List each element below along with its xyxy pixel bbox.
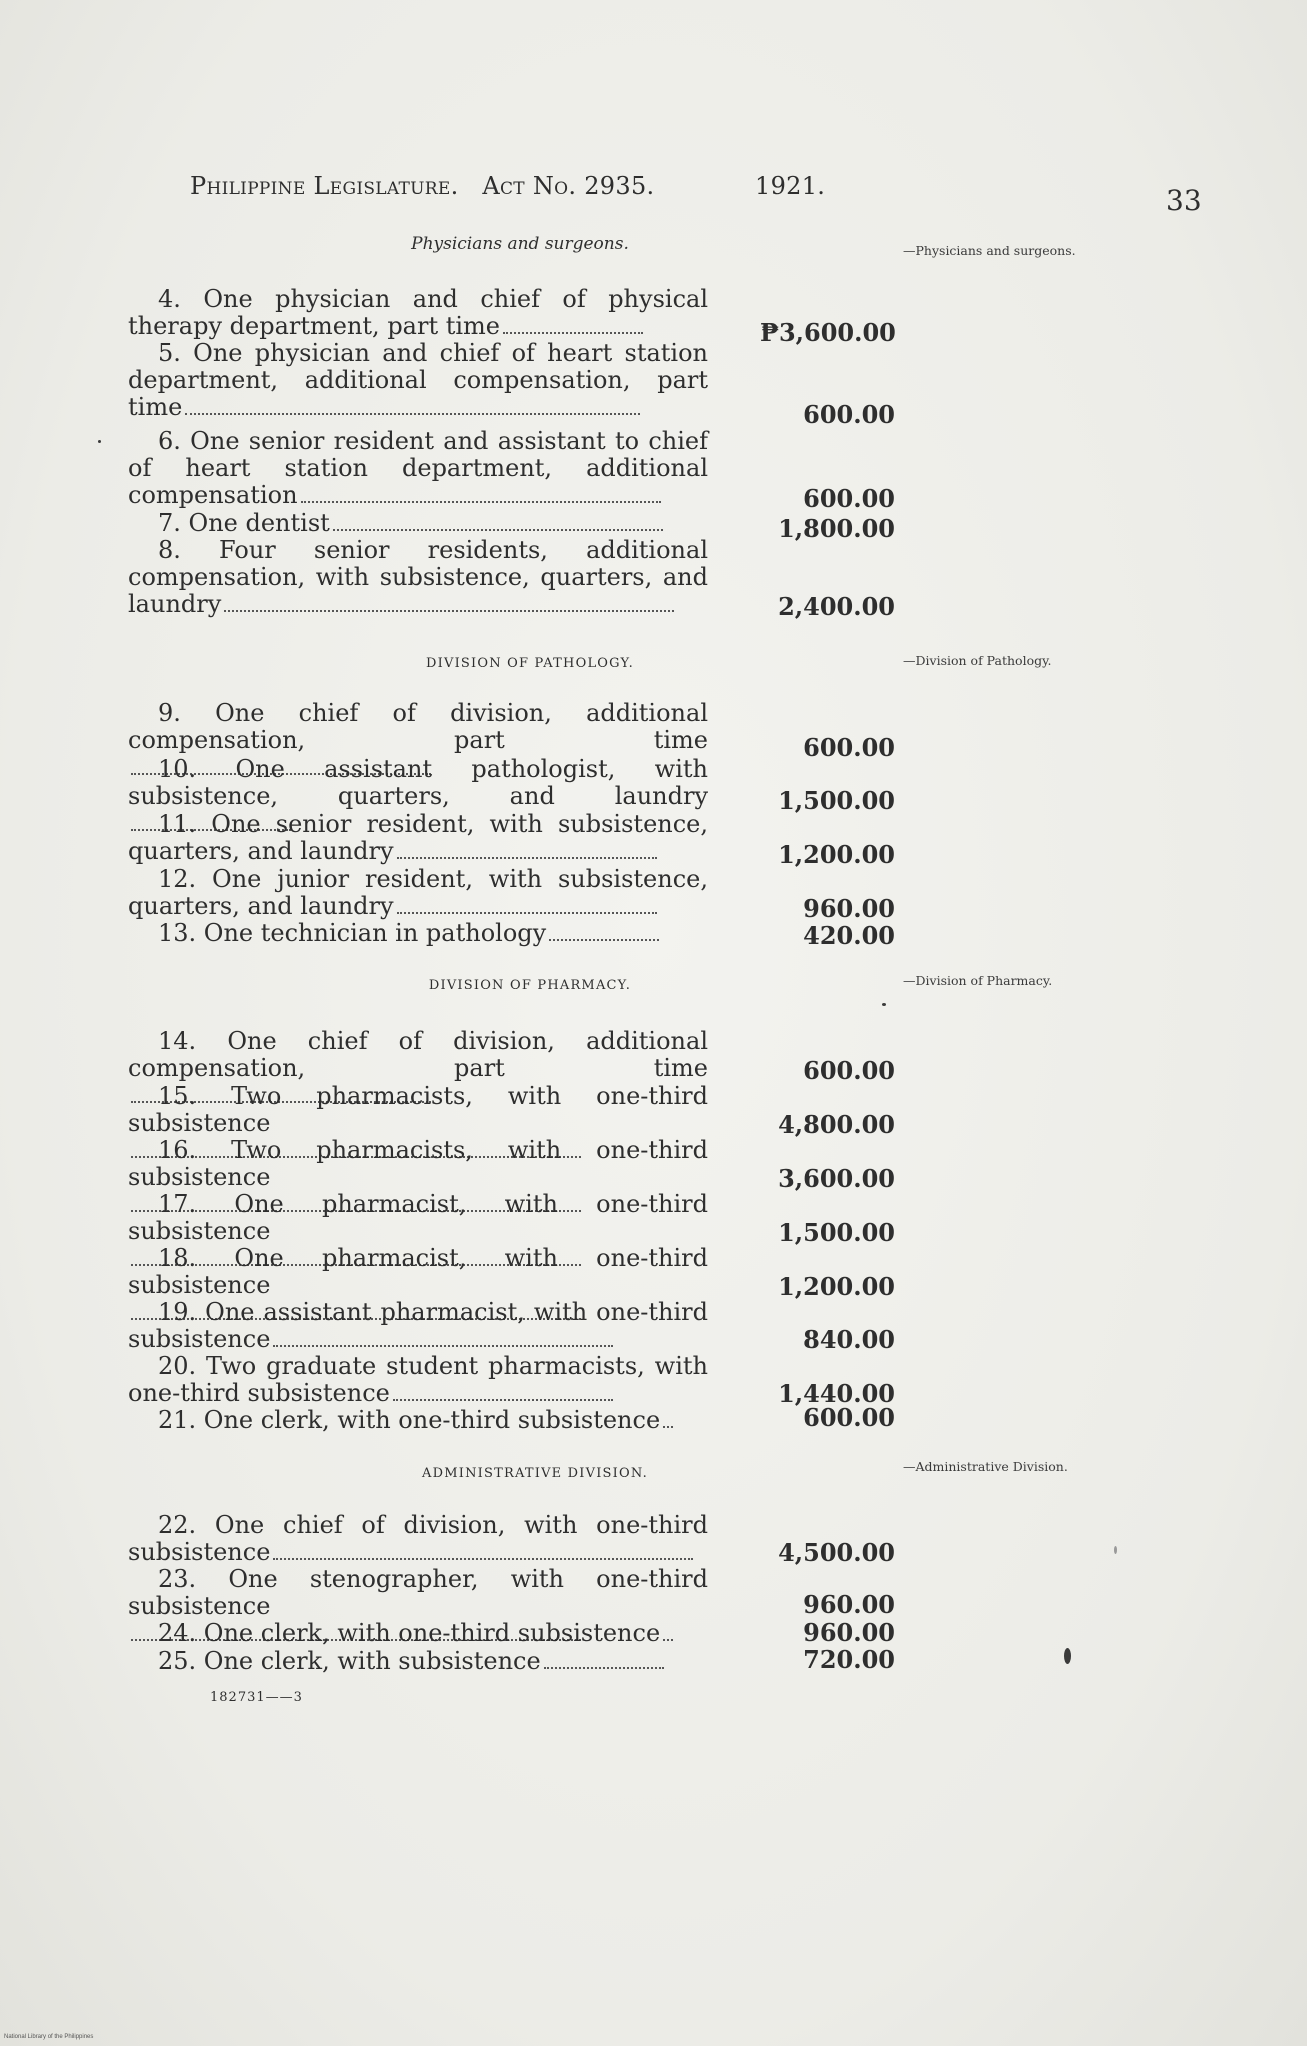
margin-note: —Division of Pharmacy. bbox=[903, 973, 1053, 988]
item-amount: 960.00 bbox=[803, 1618, 895, 1647]
item-amount: 4,800.00 bbox=[778, 1110, 895, 1139]
item-text: 16. Two pharmacists, with one-third subsistence bbox=[128, 1136, 708, 1191]
signature-mark: 182731——3 bbox=[210, 1690, 303, 1705]
header-act: Act No. 2935. bbox=[482, 172, 655, 200]
item-text: 18. One pharmacist, with one-third subsistence bbox=[128, 1244, 708, 1299]
item-amount: 4,500.00 bbox=[778, 1538, 895, 1567]
section-heading: DIVISION OF PHARMACY. bbox=[428, 978, 632, 993]
list-item bbox=[128, 1299, 708, 1353]
list-item bbox=[128, 286, 708, 340]
item-amount: 1,440.00 bbox=[778, 1379, 895, 1408]
item-text: 25. One clerk, with subsistence bbox=[158, 1647, 541, 1675]
item-text: 5. One physician and chief of heart station department, additional compensation, part time bbox=[128, 339, 708, 421]
item-amount: 960.00 bbox=[803, 1590, 895, 1619]
item-text: 7. One dentist bbox=[158, 509, 330, 537]
list-item bbox=[128, 866, 708, 920]
item-text: 9. One chief of division, additional compensation, part time bbox=[128, 699, 708, 754]
list-item bbox=[128, 1648, 708, 1675]
item-text: 20. Two graduate student pharmacists, with one-third subsistence bbox=[128, 1352, 708, 1407]
item-text: 21. One clerk, with one-third subsistence bbox=[158, 1406, 661, 1434]
margin-note: —Physicians and surgeons. bbox=[903, 243, 1076, 258]
list-item bbox=[128, 510, 708, 537]
item-text: 12. One junior resident, with subsistence, quarters, and laundry bbox=[128, 865, 708, 920]
ink-speck bbox=[1064, 1648, 1071, 1664]
section-heading: ADMINISTRATIVE DIVISION. bbox=[422, 1466, 648, 1481]
item-amount: 1,500.00 bbox=[778, 786, 895, 815]
scan-credit: National Library of the Philippines bbox=[4, 2034, 94, 2040]
margin-note: —Division of Pathology. bbox=[903, 653, 1052, 668]
item-text: 4. One physician and chief of physical therapy department, part time bbox=[128, 285, 708, 340]
item-amount: 600.00 bbox=[803, 484, 895, 513]
item-amount: 1,200.00 bbox=[778, 1272, 895, 1301]
item-text: 24. One clerk, with one-third subsistence bbox=[158, 1619, 661, 1647]
ink-speck bbox=[882, 1003, 886, 1006]
item-amount: 1,500.00 bbox=[778, 1218, 895, 1247]
item-amount: 840.00 bbox=[803, 1325, 895, 1354]
item-amount: 3,600.00 bbox=[778, 1164, 895, 1193]
item-text: 10. One assistant pathologist, with subsistence, quarters, and laundry bbox=[128, 755, 708, 810]
item-text: 23. One stenographer, with one-third subsistence bbox=[128, 1565, 708, 1620]
item-text: 6. One senior resident and assistant to chief of heart station department, additional compensation bbox=[128, 427, 708, 509]
section-heading: Physicians and surgeons. bbox=[411, 234, 629, 254]
item-text: 8. Four senior residents, additional compensation, with subsistence, quarters, and laundry bbox=[128, 536, 708, 618]
margin-note: —Administrative Division. bbox=[903, 1459, 1068, 1474]
list-item bbox=[128, 1512, 708, 1566]
list-item bbox=[128, 428, 708, 509]
item-amount: 600.00 bbox=[803, 1056, 895, 1085]
item-text: 17. One pharmacist, with one-third subsistence bbox=[128, 1190, 708, 1245]
item-amount: 600.00 bbox=[803, 400, 895, 429]
header-title: Philippine Legislature. bbox=[190, 172, 459, 200]
list-item bbox=[128, 537, 708, 618]
item-amount: 1,800.00 bbox=[778, 514, 895, 543]
list-item bbox=[128, 1620, 708, 1647]
item-text: 13. One technician in pathology bbox=[158, 919, 547, 947]
list-item bbox=[128, 811, 708, 865]
list-item bbox=[128, 340, 708, 421]
item-text: 14. One chief of division, additional compensation, part time bbox=[128, 1027, 708, 1082]
item-amount: ₱3,600.00 bbox=[760, 318, 896, 347]
page-number: 33 bbox=[1166, 184, 1202, 217]
header-year: 1921. bbox=[755, 172, 826, 200]
item-amount: 600.00 bbox=[803, 1403, 895, 1432]
item-amount: 720.00 bbox=[803, 1645, 895, 1674]
ink-speck bbox=[1114, 1546, 1117, 1554]
item-amount: 2,400.00 bbox=[778, 592, 895, 621]
item-amount: 960.00 bbox=[803, 894, 895, 923]
running-header bbox=[190, 172, 826, 200]
list-item bbox=[128, 1407, 708, 1434]
item-amount: 1,200.00 bbox=[778, 840, 895, 869]
item-text: 11. One senior resident, with subsistence, quarters, and laundry bbox=[128, 810, 708, 865]
item-amount: 600.00 bbox=[803, 733, 895, 762]
list-item bbox=[128, 1353, 708, 1407]
item-text: 15. Two pharmacists, with one-third subsistence bbox=[128, 1082, 708, 1137]
item-text: 22. One chief of division, with one-third subsistence bbox=[128, 1511, 708, 1566]
list-item bbox=[128, 920, 708, 947]
section-heading: DIVISION OF PATHOLOGY. bbox=[426, 656, 634, 671]
item-amount: 420.00 bbox=[803, 921, 895, 950]
ink-speck bbox=[98, 440, 101, 443]
item-text: 19. One assistant pharmacist, with one-third subsistence bbox=[128, 1298, 708, 1353]
